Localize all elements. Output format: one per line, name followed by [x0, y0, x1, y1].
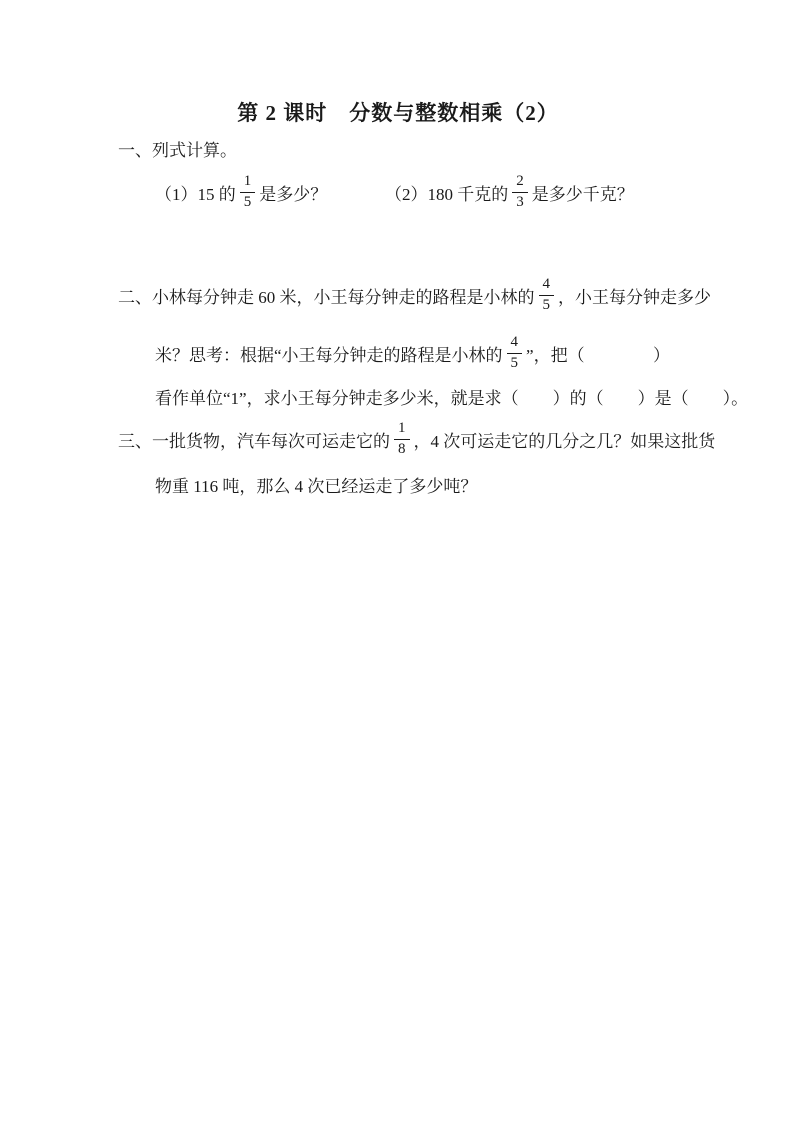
fraction-denominator: 5 — [510, 354, 519, 371]
section2-line2-text-mid: ”，把（ — [526, 345, 585, 365]
fraction-numerator: 4 — [507, 334, 523, 353]
section2-line1-text-post: ，小王每分钟走多少 — [558, 287, 711, 307]
section3-line-2 — [118, 471, 678, 497]
problem-2-text-pre: （2）180 千克的 — [385, 184, 509, 204]
section1-problem-row — [118, 165, 678, 219]
problem-2-text-post: 是多少千克？ — [531, 184, 634, 204]
problem-1 — [155, 173, 385, 211]
fraction-numerator: 1 — [240, 173, 256, 192]
page-title: 第 2 课时 分数与整数相乘（2） — [237, 101, 559, 125]
section2-line3-text: 看作单位“1”，求小王每分钟走多少米，就是求（ ）的（ ）是（ ）。 — [155, 388, 749, 408]
section-3 — [118, 413, 716, 497]
fraction-denominator: 5 — [243, 193, 252, 210]
problem-1-text-pre: （1）15 的 — [155, 184, 236, 204]
section2-line-3 — [118, 383, 749, 409]
fraction-one-eighth — [394, 420, 410, 458]
section2-line2-close-paren: ） — [653, 345, 670, 365]
fraction-denominator: 8 — [398, 440, 406, 457]
fraction-four-fifths — [539, 276, 555, 314]
problem-2 — [385, 173, 634, 211]
section-2 — [118, 269, 749, 409]
fraction-numerator: 2 — [512, 173, 528, 192]
fraction-numerator: 4 — [539, 276, 555, 295]
fraction-denominator: 3 — [516, 193, 524, 210]
section2-line2-text-pre: 米？思考：根据“小王每分钟走的路程是小林的 — [155, 345, 503, 365]
section2-line1-text-pre: 二、小林每分钟走 60 米，小王每分钟走的路程是小林的 — [118, 287, 535, 307]
section3-line1-text-pre: 三、一批货物，汽车每次可运走它的 — [118, 431, 390, 451]
section1-heading: 一、列式计算。 — [118, 141, 237, 160]
fraction-one-fifth — [240, 173, 256, 211]
fraction-denominator: 5 — [542, 296, 550, 313]
section3-line-1 — [118, 413, 716, 465]
section3-line1-text-post: ，4 次可运走它的几分之几？如果这批货 — [413, 431, 716, 451]
section3-line2-text: 物重 116 吨，那么 4 次已经运走了多少吨？ — [155, 476, 478, 496]
problem-1-text-post: 是多少？ — [259, 184, 328, 204]
section2-line-1 — [118, 269, 711, 321]
fraction-two-thirds — [512, 173, 528, 211]
fraction-four-fifths — [507, 334, 523, 372]
fraction-numerator: 1 — [394, 420, 410, 439]
section2-line-2 — [118, 327, 678, 379]
